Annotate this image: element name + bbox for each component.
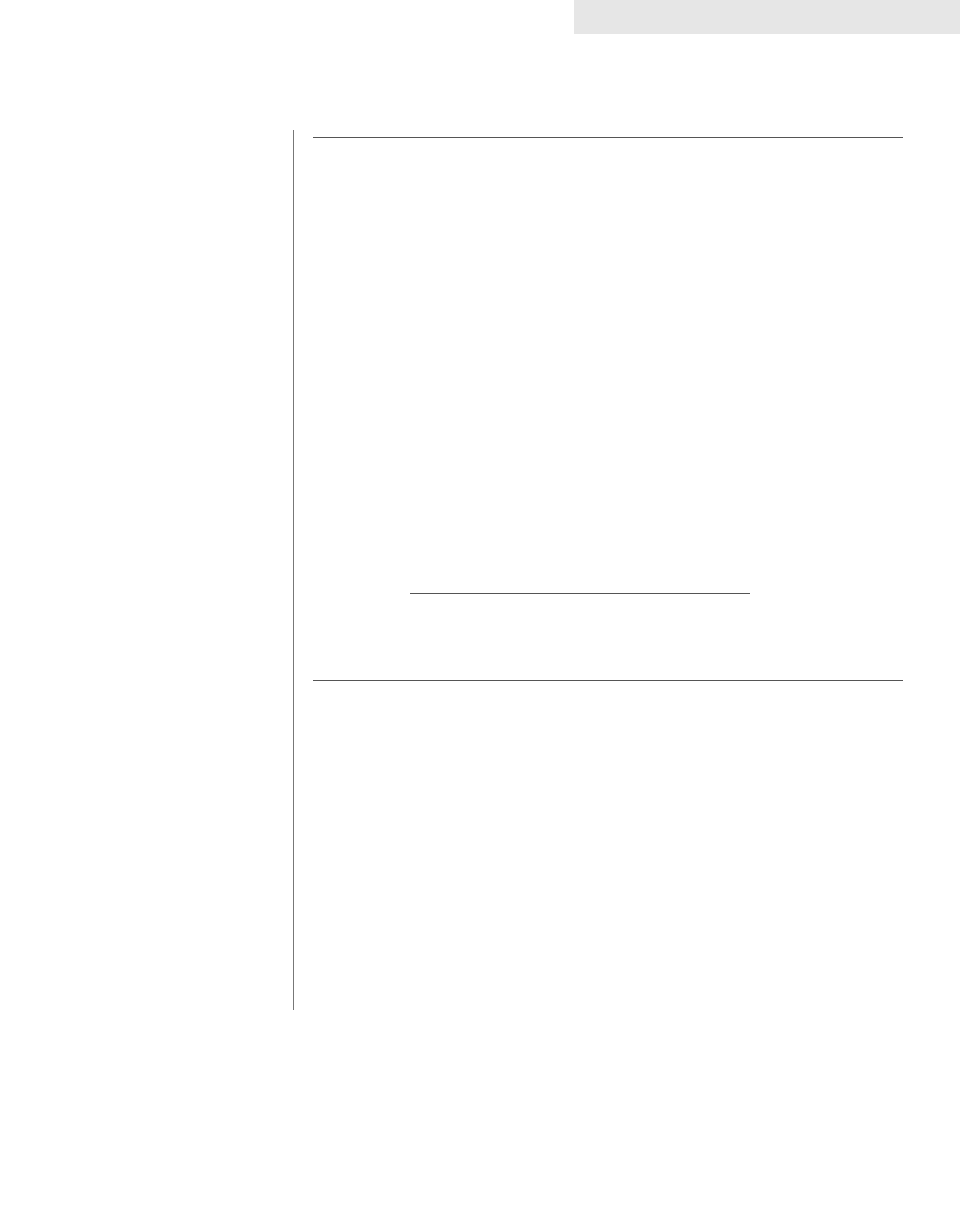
table-row bbox=[313, 321, 903, 335]
table-row bbox=[313, 454, 903, 468]
table-row bbox=[313, 378, 903, 392]
table-row bbox=[313, 340, 903, 354]
table-row bbox=[313, 529, 903, 543]
body-text-column bbox=[5, 133, 280, 147]
table-row bbox=[313, 548, 903, 562]
header-band bbox=[574, 0, 960, 34]
table-row bbox=[313, 246, 903, 260]
table-row bbox=[313, 359, 903, 373]
table-row bbox=[313, 303, 903, 317]
table-row bbox=[313, 510, 903, 524]
table-row bbox=[313, 227, 903, 241]
sum-rule bbox=[410, 593, 750, 594]
column-divider bbox=[293, 130, 294, 1010]
table-row bbox=[313, 473, 903, 487]
table-row bbox=[313, 208, 903, 222]
table-row bbox=[313, 416, 903, 430]
sum-row bbox=[313, 137, 903, 151]
sum-row bbox=[313, 680, 903, 694]
table-row bbox=[313, 284, 903, 298]
table-row bbox=[313, 435, 903, 449]
table-row bbox=[313, 397, 903, 411]
table-row bbox=[313, 492, 903, 506]
table-row bbox=[313, 265, 903, 279]
